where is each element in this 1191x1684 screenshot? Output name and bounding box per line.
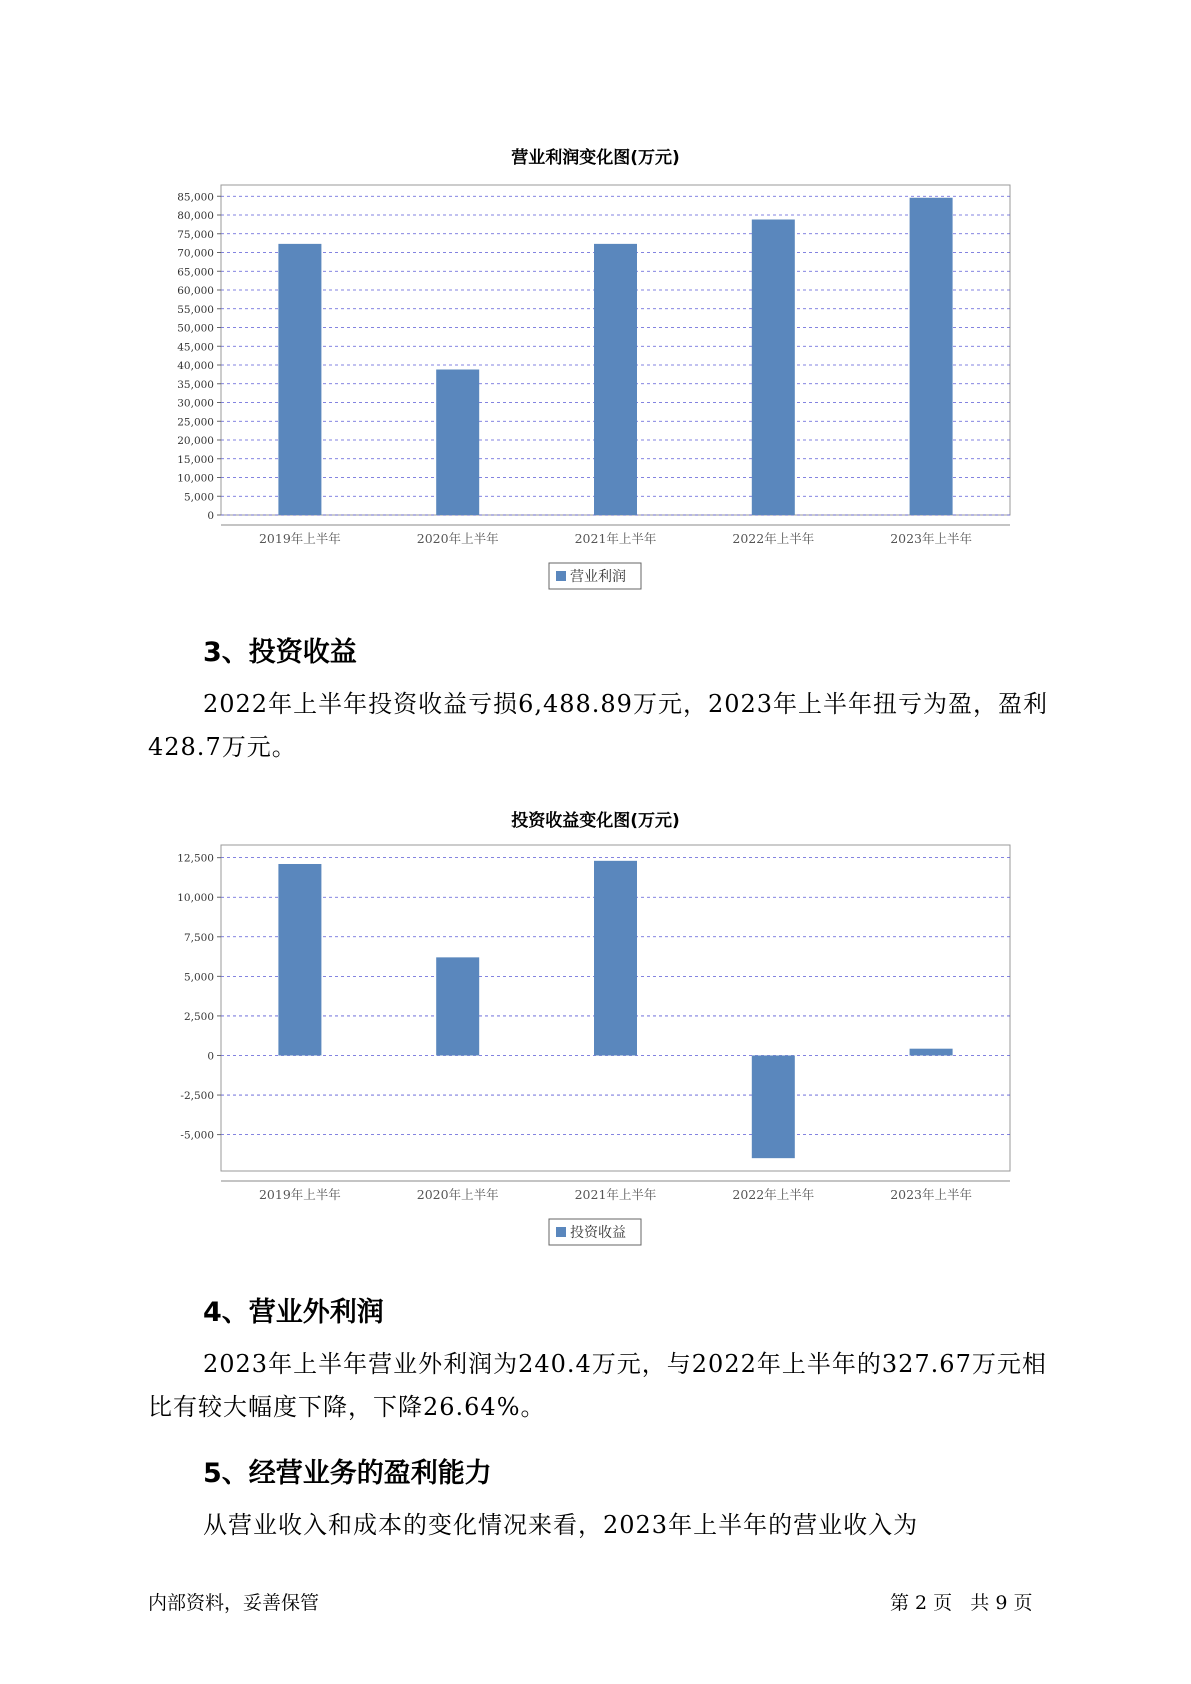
y-tick-label: 0 [207, 1050, 214, 1063]
x-tick-label: 2019年上半年 [258, 531, 341, 546]
footer-page-number: 第 2 页 共 9 页 [890, 1592, 1033, 1614]
y-tick-label: 75,000 [177, 228, 214, 241]
x-tick-label: 2021年上半年 [574, 1187, 657, 1202]
x-tick-label: 2020年上半年 [416, 531, 499, 546]
x-tick-label: 2022年上半年 [732, 1187, 815, 1202]
legend-label: 营业利润 [570, 569, 626, 585]
y-tick-label: 15,000 [177, 453, 214, 466]
heading-operating-profitability: 5、经营业务的盈利能力 [203, 1458, 492, 1489]
y-tick-label: 5,000 [183, 971, 214, 984]
paragraph-operating-profitability: 从营业收入和成本的变化情况来看，2023年上半年的营业收入为 [203, 1511, 919, 1539]
paragraph-non-operating-profit: 2023年上半年营业外利润为240.4万元，与2022年上半年的327.67万元相比有较大幅度下降，下降26.64%。 [148, 1350, 1047, 1421]
operating-profit-chart [0, 170, 1191, 590]
bar-2020年上半年 [436, 957, 479, 1055]
y-tick-label: 80,000 [177, 210, 214, 222]
legend-label: 投资收益 [570, 1225, 626, 1241]
heading-non-operating-profit: 4、营业外利润 [203, 1297, 384, 1328]
y-tick-label: 10,000 [177, 892, 214, 905]
bar-2021年上半年 [594, 861, 637, 1056]
y-tick-label: -5,000 [180, 1129, 214, 1142]
heading-investment-income: 3、投资收益 [203, 637, 357, 668]
y-tick-label: 70,000 [177, 247, 214, 260]
x-tick-label: 2023年上半年 [890, 531, 973, 546]
y-tick-label: 65,000 [177, 266, 214, 279]
legend-swatch [556, 1227, 566, 1237]
bar-2022年上半年 [752, 1055, 795, 1158]
y-tick-label: 85,000 [177, 191, 214, 204]
y-tick-label: 60,000 [177, 285, 214, 297]
x-tick-label: 2021年上半年 [574, 531, 657, 546]
y-tick-label: 25,000 [177, 416, 214, 429]
y-tick-label: 35,000 [177, 378, 214, 391]
chart-title-operating-profit: 营业利润变化图(万元) [511, 148, 680, 168]
bar-2023年上半年 [910, 198, 953, 515]
y-tick-label: 55,000 [177, 303, 214, 316]
bar-2022年上半年 [752, 220, 795, 516]
y-tick-label: 12,500 [177, 852, 214, 865]
investment-income-chart [0, 833, 1191, 1253]
y-tick-label: 20,000 [177, 435, 214, 447]
chart-title-investment-income: 投资收益变化图(万元) [511, 811, 680, 831]
x-tick-label: 2023年上半年 [890, 1187, 973, 1202]
y-tick-label: 10,000 [177, 472, 214, 485]
footer-confidential-note: 内部资料，妥善保管 [148, 1592, 320, 1614]
y-tick-label: 45,000 [177, 341, 214, 354]
legend-swatch [556, 571, 566, 581]
x-tick-label: 2020年上半年 [416, 1187, 499, 1202]
y-tick-label: 0 [207, 510, 214, 522]
bar-2021年上半年 [594, 244, 637, 515]
y-tick-label: 7,500 [183, 931, 214, 944]
y-tick-label: 30,000 [177, 397, 214, 410]
x-tick-label: 2022年上半年 [732, 531, 815, 546]
bar-2023年上半年 [910, 1049, 953, 1056]
y-tick-label: 40,000 [177, 360, 214, 372]
y-tick-label: 50,000 [177, 322, 214, 335]
y-tick-label: -2,500 [180, 1090, 214, 1103]
paragraph-investment-income: 2022年上半年投资收益亏损6,488.89万元，2023年上半年扭亏为盈，盈利428.7万元。 [148, 690, 1049, 761]
y-tick-label: 5,000 [183, 491, 214, 504]
bar-2020年上半年 [436, 370, 479, 516]
bar-2019年上半年 [278, 244, 321, 515]
bar-2019年上半年 [278, 864, 321, 1055]
y-tick-label: 2,500 [183, 1010, 214, 1023]
x-tick-label: 2019年上半年 [258, 1187, 341, 1202]
